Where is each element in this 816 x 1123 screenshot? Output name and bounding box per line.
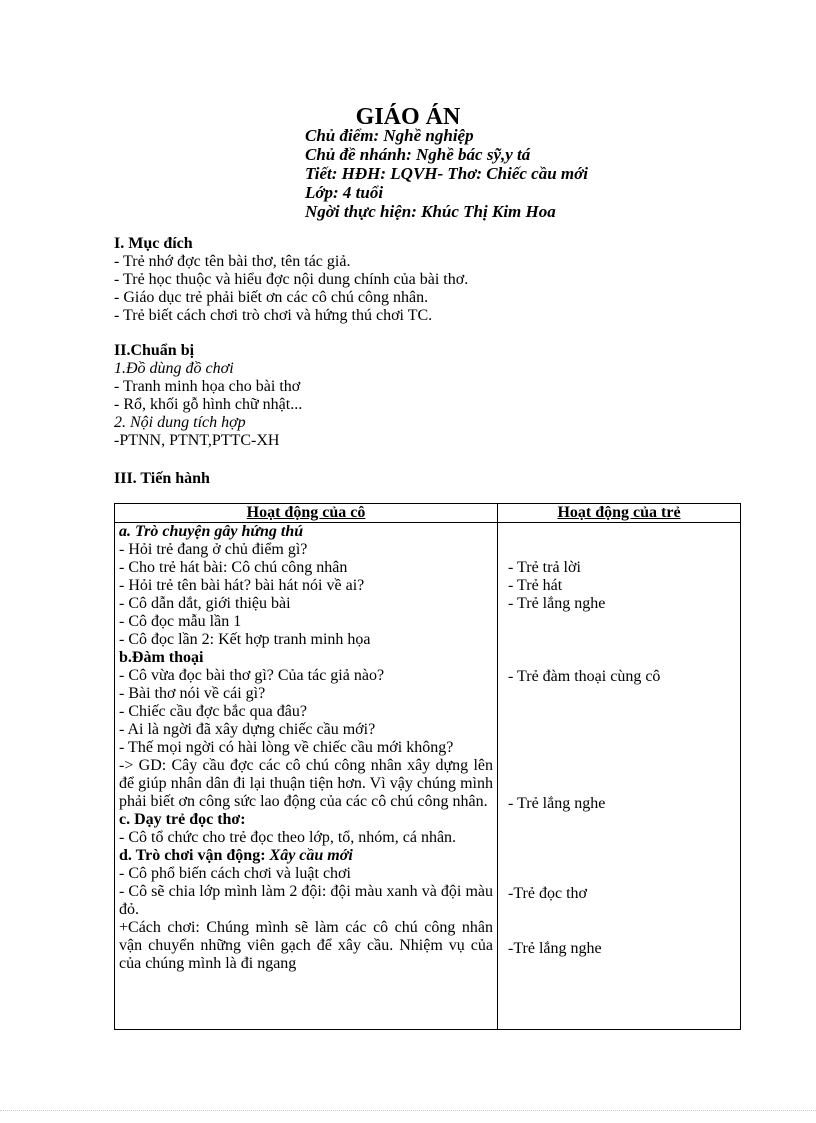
child-activity: - Trẻ trả lời: [508, 559, 581, 576]
section-heading: I. Mục đích: [114, 235, 193, 252]
list-item: - Cô dẫn dắt, giới thiệu bài: [119, 595, 291, 612]
teacher-activities-cell: [115, 523, 498, 1030]
meta-chu-diem: Chủ điểm: Nghề nghiệp: [305, 126, 474, 145]
table-row: [115, 523, 741, 1030]
activity-heading: a. Trò chuyện gây hứng thú: [119, 523, 304, 540]
list-item: - Cho trẻ hát bài: Cô chú công nhân: [119, 559, 348, 576]
section-chuan-bi: [114, 342, 302, 450]
meta-chu-de: Chủ đề nhánh: Nghề bác sỹ,y tá: [305, 145, 531, 164]
section-tien-hanh: [114, 470, 210, 488]
meta-tiet: Tiết: HĐH: LQVH- Thơ: Chiếc cầu mới: [305, 164, 588, 183]
child-activity: - Trẻ lắng nghe: [508, 795, 606, 812]
paragraph: - Cô sẽ chia lớp mình làm 2 đội: đội màu xanh và đội màu đỏ.: [119, 883, 493, 918]
column-header: Hoạt động của cô: [115, 504, 498, 523]
list-item: -PTNN, PTNT,PTTC-XH: [114, 432, 280, 449]
child-activities-cell: [498, 523, 741, 1030]
list-item: - Bài thơ nói về cái gì?: [119, 685, 266, 702]
list-item: - Cô phổ biến cách chơi và luật chơi: [119, 865, 351, 882]
child-activity: - Trẻ đàm thoại cùng cô: [508, 668, 661, 685]
section-heading: III. Tiến hành: [114, 470, 210, 487]
list-item: - Tranh minh họa cho bài thơ: [114, 378, 301, 395]
meta-lop: Lớp: 4 tuổi: [305, 183, 384, 202]
document-title: GIÁO ÁN: [355, 104, 461, 130]
column-header: Hoạt động của trẻ: [498, 504, 741, 523]
list-item: - Cô đọc mẫu lần 1: [119, 613, 242, 630]
activity-heading-label: d. Trò chơi vận động: [119, 847, 261, 864]
paragraph: - Thế mọi ngời có hài lòng về chiếc cầu mới không?: [119, 739, 454, 756]
section-heading: II.Chuẩn bị: [114, 342, 195, 359]
list-item: - Cô đọc lần 2: Kết hợp tranh minh họa: [119, 631, 371, 648]
activity-heading: d. Trò chơi vận động: Xây cầu mới: [119, 847, 353, 864]
activity-heading: c. Dạy trẻ đọc thơ:: [119, 811, 246, 828]
list-item: - Chiếc cầu đợc bắc qua đâu?: [119, 703, 307, 720]
list-item: - Cô vừa đọc bài thơ gì? Của tác giả nào?: [119, 667, 385, 684]
child-activity: -Trẻ lắng nghe: [508, 940, 602, 957]
activity-heading: b.Đàm thoại: [119, 649, 204, 666]
list-item: - Trẻ nhớ đợc tên bài thơ, tên tác giả.: [114, 253, 351, 270]
list-item: - Trẻ biết cách chơi trò chơi và hứng thú chơi TC.: [114, 307, 433, 324]
list-item: - Ai là ngời đã xây dựng chiếc cầu mới?: [119, 721, 376, 738]
paragraph: +Cách chơi: Chúng mình sẽ làm các cô chú công nhân vận chuyển những viên gạch để xây cầu. Nhiệm vụ của của chúng mình là đi ngang: [119, 919, 493, 972]
list-item: - Trẻ học thuộc và hiểu đợc nội dung chính của bài thơ.: [114, 271, 469, 288]
activity-table: [114, 503, 741, 1030]
game-name: Xây cầu mới: [269, 847, 353, 864]
section-muc-dich: [114, 235, 468, 325]
table-header-row: [115, 504, 741, 523]
list-item: - Hỏi trẻ tên bài hát? bài hát nói về ai?: [119, 577, 365, 594]
list-item: - Hỏi trẻ đang ở chủ điểm gì?: [119, 541, 308, 558]
child-activity: - Trẻ hát: [508, 577, 563, 594]
subsection-heading: 1.Đồ dùng đồ chơi: [114, 360, 234, 377]
child-activity: -Trẻ đọc thơ: [508, 885, 587, 902]
paragraph: - Cô tổ chức cho trẻ đọc theo lớp, tổ, nhóm, cá nhân.: [119, 829, 457, 846]
list-item: - Giáo dục trẻ phải biết ơn các cô chú công nhân.: [114, 289, 429, 306]
lesson-meta: [305, 126, 588, 221]
meta-nguoi: Ngời thực hiện: Khúc Thị Kim Hoa: [305, 202, 556, 221]
subsection-heading: 2. Nội dung tích hợp: [114, 414, 246, 431]
paragraph: -> GD: Cây cầu đợc các cô chú công nhân xây dựng lên để giúp nhân dân đi lại thuận tiện hơn. Vì vậy chúng mình phải biết ơn công sức lao động của các cô chú công nhân.: [119, 757, 493, 810]
page-divider: [0, 1110, 816, 1111]
child-activity: - Trẻ lắng nghe: [508, 595, 606, 612]
list-item: - Rổ, khối gỗ hình chữ nhật...: [114, 396, 303, 413]
